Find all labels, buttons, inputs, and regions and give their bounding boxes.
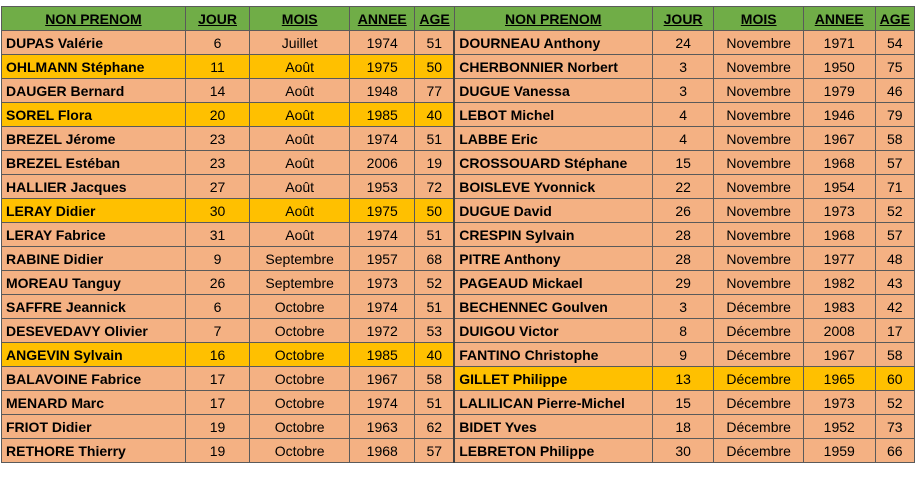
- birthday-table: [1, 6, 915, 463]
- cell-annee-left[interactable]: 2006: [350, 151, 415, 175]
- cell-jour-left[interactable]: 17: [185, 367, 249, 391]
- cell-jour-left[interactable]: 7: [185, 319, 249, 343]
- cell-name-left[interactable]: DESEVEDAVY Olivier: [2, 319, 186, 343]
- cell-mois-left[interactable]: Août: [250, 175, 350, 199]
- cell-annee-right[interactable]: 1973: [803, 391, 875, 415]
- cell-annee-left[interactable]: 1985: [350, 103, 415, 127]
- cell-mois-left[interactable]: Août: [250, 55, 350, 79]
- header-age-left[interactable]: AGE: [415, 7, 454, 31]
- table-body: [2, 31, 915, 463]
- cell-annee-right[interactable]: 1977: [803, 247, 875, 271]
- header-row: [2, 7, 915, 31]
- cell-jour-left[interactable]: 27: [185, 175, 249, 199]
- cell-age-left[interactable]: 51: [415, 391, 454, 415]
- cell-name-left[interactable]: DAUGER Bernard: [2, 79, 186, 103]
- cell-jour-left[interactable]: 26: [185, 271, 249, 295]
- table-row: [2, 295, 915, 319]
- cell-name-right[interactable]: CHERBONNIER Norbert: [454, 55, 652, 79]
- cell-mois-right[interactable]: Novembre: [714, 55, 803, 79]
- cell-age-left[interactable]: 40: [415, 343, 454, 367]
- cell-name-right[interactable]: CROSSOUARD Stéphane: [454, 151, 652, 175]
- cell-annee-left[interactable]: 1975: [350, 55, 415, 79]
- table-row: [2, 391, 915, 415]
- cell-annee-left[interactable]: 1953: [350, 175, 415, 199]
- cell-name-right[interactable]: LALILICAN Pierre-Michel: [454, 391, 652, 415]
- cell-jour-right[interactable]: 4: [652, 127, 714, 151]
- cell-annee-left[interactable]: 1968: [350, 439, 415, 463]
- cell-jour-left[interactable]: 30: [185, 199, 249, 223]
- table-row: [2, 319, 915, 343]
- cell-annee-right[interactable]: 1979: [803, 79, 875, 103]
- table-row: [2, 127, 915, 151]
- cell-name-left[interactable]: LERAY Didier: [2, 199, 186, 223]
- cell-annee-left[interactable]: 1985: [350, 343, 415, 367]
- cell-age-right[interactable]: 54: [875, 31, 914, 55]
- table-row: [2, 55, 915, 79]
- cell-mois-left[interactable]: Août: [250, 103, 350, 127]
- cell-annee-left[interactable]: 1974: [350, 127, 415, 151]
- header-name-right[interactable]: NON PRENOM: [454, 7, 652, 31]
- cell-name-right[interactable]: CRESPIN Sylvain: [454, 223, 652, 247]
- cell-annee-left[interactable]: 1974: [350, 223, 415, 247]
- header-annee-right[interactable]: ANNEE: [803, 7, 875, 31]
- cell-annee-right[interactable]: 1959: [803, 439, 875, 463]
- cell-annee-right[interactable]: 2008: [803, 319, 875, 343]
- cell-jour-left[interactable]: 17: [185, 391, 249, 415]
- cell-age-left[interactable]: 58: [415, 367, 454, 391]
- table-row: [2, 175, 915, 199]
- cell-annee-right[interactable]: 1982: [803, 271, 875, 295]
- cell-jour-right[interactable]: 28: [652, 223, 714, 247]
- cell-age-left[interactable]: 51: [415, 223, 454, 247]
- cell-age-left[interactable]: 57: [415, 439, 454, 463]
- cell-age-right[interactable]: 58: [875, 127, 914, 151]
- table-row: [2, 271, 915, 295]
- cell-annee-right[interactable]: 1954: [803, 175, 875, 199]
- cell-mois-left[interactable]: Août: [250, 127, 350, 151]
- cell-age-left[interactable]: 72: [415, 175, 454, 199]
- cell-jour-right[interactable]: 13: [652, 367, 714, 391]
- cell-name-right[interactable]: BECHENNEC Goulven: [454, 295, 652, 319]
- cell-annee-left[interactable]: 1972: [350, 319, 415, 343]
- table-row: [2, 439, 915, 463]
- cell-mois-right[interactable]: Décembre: [714, 319, 803, 343]
- cell-name-left[interactable]: HALLIER Jacques: [2, 175, 186, 199]
- header-jour-left[interactable]: JOUR: [185, 7, 249, 31]
- cell-name-right[interactable]: PAGEAUD Mickael: [454, 271, 652, 295]
- cell-jour-right[interactable]: 9: [652, 343, 714, 367]
- table-row: [2, 31, 915, 55]
- cell-jour-left[interactable]: 9: [185, 247, 249, 271]
- cell-age-left[interactable]: 62: [415, 415, 454, 439]
- cell-mois-right[interactable]: Novembre: [714, 151, 803, 175]
- table-row: [2, 199, 915, 223]
- cell-mois-right[interactable]: Décembre: [714, 439, 803, 463]
- table-row: [2, 415, 915, 439]
- cell-name-right[interactable]: FANTINO Christophe: [454, 343, 652, 367]
- cell-jour-right[interactable]: 4: [652, 103, 714, 127]
- cell-mois-right[interactable]: Novembre: [714, 103, 803, 127]
- table-row: [2, 367, 915, 391]
- cell-name-right[interactable]: LEBOT Michel: [454, 103, 652, 127]
- cell-jour-right[interactable]: 15: [652, 151, 714, 175]
- cell-age-left[interactable]: 51: [415, 295, 454, 319]
- cell-name-right[interactable]: DOURNEAU Anthony: [454, 31, 652, 55]
- cell-age-right[interactable]: 17: [875, 319, 914, 343]
- cell-annee-left[interactable]: 1948: [350, 79, 415, 103]
- cell-name-left[interactable]: ANGEVIN Sylvain: [2, 343, 186, 367]
- cell-name-right[interactable]: DUGUE David: [454, 199, 652, 223]
- cell-name-left[interactable]: MOREAU Tanguy: [2, 271, 186, 295]
- cell-age-right[interactable]: 43: [875, 271, 914, 295]
- cell-mois-right[interactable]: Novembre: [714, 223, 803, 247]
- cell-jour-right[interactable]: 22: [652, 175, 714, 199]
- cell-name-left[interactable]: MENARD Marc: [2, 391, 186, 415]
- cell-name-left[interactable]: OHLMANN Stéphane: [2, 55, 186, 79]
- cell-annee-left[interactable]: 1967: [350, 367, 415, 391]
- cell-annee-right[interactable]: 1952: [803, 415, 875, 439]
- cell-mois-left[interactable]: Octobre: [250, 367, 350, 391]
- cell-jour-left[interactable]: 6: [185, 31, 249, 55]
- cell-annee-right[interactable]: 1983: [803, 295, 875, 319]
- cell-age-right[interactable]: 58: [875, 343, 914, 367]
- cell-name-left[interactable]: FRIOT Didier: [2, 415, 186, 439]
- cell-age-right[interactable]: 42: [875, 295, 914, 319]
- cell-age-right[interactable]: 57: [875, 151, 914, 175]
- cell-jour-left[interactable]: 23: [185, 151, 249, 175]
- table-row: [2, 343, 915, 367]
- cell-jour-left[interactable]: 31: [185, 223, 249, 247]
- cell-age-right[interactable]: 75: [875, 55, 914, 79]
- cell-name-left[interactable]: RABINE Didier: [2, 247, 186, 271]
- cell-jour-right[interactable]: 3: [652, 79, 714, 103]
- cell-jour-left[interactable]: 19: [185, 439, 249, 463]
- cell-age-left[interactable]: 51: [415, 127, 454, 151]
- cell-jour-right[interactable]: 3: [652, 55, 714, 79]
- cell-annee-left[interactable]: 1963: [350, 415, 415, 439]
- cell-annee-left[interactable]: 1974: [350, 391, 415, 415]
- cell-mois-left[interactable]: Septembre: [250, 271, 350, 295]
- cell-mois-left[interactable]: Août: [250, 151, 350, 175]
- cell-jour-right[interactable]: 26: [652, 199, 714, 223]
- header-age-right[interactable]: AGE: [875, 7, 914, 31]
- header-annee-left[interactable]: ANNEE: [350, 7, 415, 31]
- cell-annee-right[interactable]: 1967: [803, 127, 875, 151]
- header-mois-right[interactable]: MOIS: [714, 7, 803, 31]
- cell-jour-left[interactable]: 6: [185, 295, 249, 319]
- cell-jour-left[interactable]: 14: [185, 79, 249, 103]
- cell-name-right[interactable]: LABBE Eric: [454, 127, 652, 151]
- cell-age-right[interactable]: 66: [875, 439, 914, 463]
- cell-mois-right[interactable]: Décembre: [714, 367, 803, 391]
- cell-name-right[interactable]: BOISLEVE Yvonnick: [454, 175, 652, 199]
- cell-age-left[interactable]: 50: [415, 55, 454, 79]
- cell-annee-right[interactable]: 1946: [803, 103, 875, 127]
- cell-mois-left[interactable]: Août: [250, 223, 350, 247]
- cell-mois-right[interactable]: Novembre: [714, 175, 803, 199]
- cell-mois-left[interactable]: Août: [250, 79, 350, 103]
- cell-age-right[interactable]: 57: [875, 223, 914, 247]
- table-row: [2, 79, 915, 103]
- cell-mois-right[interactable]: Novembre: [714, 271, 803, 295]
- cell-mois-left[interactable]: Octobre: [250, 319, 350, 343]
- cell-name-right[interactable]: BIDET Yves: [454, 415, 652, 439]
- cell-name-right[interactable]: LEBRETON Philippe: [454, 439, 652, 463]
- cell-age-right[interactable]: 71: [875, 175, 914, 199]
- cell-jour-left[interactable]: 11: [185, 55, 249, 79]
- header-mois-left[interactable]: MOIS: [250, 7, 350, 31]
- cell-mois-left[interactable]: Octobre: [250, 391, 350, 415]
- cell-age-right[interactable]: 52: [875, 199, 914, 223]
- cell-age-right[interactable]: 73: [875, 415, 914, 439]
- cell-age-right[interactable]: 79: [875, 103, 914, 127]
- cell-mois-right[interactable]: Novembre: [714, 199, 803, 223]
- cell-jour-right[interactable]: 15: [652, 391, 714, 415]
- cell-annee-left[interactable]: 1973: [350, 271, 415, 295]
- cell-mois-right[interactable]: Novembre: [714, 247, 803, 271]
- cell-annee-right[interactable]: 1971: [803, 31, 875, 55]
- cell-jour-right[interactable]: 24: [652, 31, 714, 55]
- cell-mois-right[interactable]: Décembre: [714, 343, 803, 367]
- table-row: [2, 223, 915, 247]
- cell-mois-right[interactable]: Décembre: [714, 415, 803, 439]
- cell-annee-right[interactable]: 1967: [803, 343, 875, 367]
- cell-mois-left[interactable]: Octobre: [250, 415, 350, 439]
- cell-name-left[interactable]: RETHORE Thierry: [2, 439, 186, 463]
- cell-age-left[interactable]: 52: [415, 271, 454, 295]
- cell-jour-right[interactable]: 30: [652, 439, 714, 463]
- cell-jour-right[interactable]: 28: [652, 247, 714, 271]
- cell-annee-right[interactable]: 1968: [803, 151, 875, 175]
- cell-age-left[interactable]: 51: [415, 31, 454, 55]
- cell-jour-left[interactable]: 20: [185, 103, 249, 127]
- cell-age-left[interactable]: 40: [415, 103, 454, 127]
- cell-annee-right[interactable]: 1968: [803, 223, 875, 247]
- cell-mois-left[interactable]: Octobre: [250, 439, 350, 463]
- cell-annee-right[interactable]: 1950: [803, 55, 875, 79]
- table-row: [2, 151, 915, 175]
- cell-name-left[interactable]: BREZEL Jérome: [2, 127, 186, 151]
- cell-annee-right[interactable]: 1965: [803, 367, 875, 391]
- cell-age-left[interactable]: 68: [415, 247, 454, 271]
- cell-age-right[interactable]: 46: [875, 79, 914, 103]
- cell-jour-left[interactable]: 23: [185, 127, 249, 151]
- cell-annee-left[interactable]: 1974: [350, 295, 415, 319]
- cell-name-left[interactable]: SOREL Flora: [2, 103, 186, 127]
- cell-annee-left[interactable]: 1957: [350, 247, 415, 271]
- cell-annee-left[interactable]: 1975: [350, 199, 415, 223]
- cell-mois-left[interactable]: Août: [250, 199, 350, 223]
- cell-name-right[interactable]: GILLET Philippe: [454, 367, 652, 391]
- cell-mois-right[interactable]: Novembre: [714, 79, 803, 103]
- cell-name-left[interactable]: DUPAS Valérie: [2, 31, 186, 55]
- cell-mois-right[interactable]: Novembre: [714, 31, 803, 55]
- cell-jour-right[interactable]: 29: [652, 271, 714, 295]
- cell-jour-left[interactable]: 19: [185, 415, 249, 439]
- cell-mois-right[interactable]: Novembre: [714, 127, 803, 151]
- cell-age-left[interactable]: 19: [415, 151, 454, 175]
- cell-name-right[interactable]: PITRE Anthony: [454, 247, 652, 271]
- cell-age-left[interactable]: 50: [415, 199, 454, 223]
- cell-jour-right[interactable]: 3: [652, 295, 714, 319]
- cell-mois-left[interactable]: Octobre: [250, 295, 350, 319]
- cell-jour-right[interactable]: 8: [652, 319, 714, 343]
- cell-age-right[interactable]: 52: [875, 391, 914, 415]
- cell-mois-left[interactable]: Juillet: [250, 31, 350, 55]
- cell-annee-left[interactable]: 1974: [350, 31, 415, 55]
- cell-annee-right[interactable]: 1973: [803, 199, 875, 223]
- cell-name-right[interactable]: DUGUE Vanessa: [454, 79, 652, 103]
- table-row: [2, 103, 915, 127]
- cell-mois-left[interactable]: Octobre: [250, 343, 350, 367]
- cell-name-left[interactable]: BALAVOINE Fabrice: [2, 367, 186, 391]
- cell-name-right[interactable]: DUIGOU Victor: [454, 319, 652, 343]
- cell-name-left[interactable]: SAFFRE Jeannick: [2, 295, 186, 319]
- cell-name-left[interactable]: BREZEL Estéban: [2, 151, 186, 175]
- cell-age-right[interactable]: 60: [875, 367, 914, 391]
- cell-mois-right[interactable]: Décembre: [714, 391, 803, 415]
- cell-jour-right[interactable]: 18: [652, 415, 714, 439]
- cell-mois-left[interactable]: Septembre: [250, 247, 350, 271]
- cell-age-right[interactable]: 48: [875, 247, 914, 271]
- cell-age-left[interactable]: 77: [415, 79, 454, 103]
- cell-name-left[interactable]: LERAY Fabrice: [2, 223, 186, 247]
- cell-mois-right[interactable]: Décembre: [714, 295, 803, 319]
- cell-jour-left[interactable]: 16: [185, 343, 249, 367]
- header-jour-right[interactable]: JOUR: [652, 7, 714, 31]
- header-name-left[interactable]: NON PRENOM: [2, 7, 186, 31]
- cell-age-left[interactable]: 53: [415, 319, 454, 343]
- table-row: [2, 247, 915, 271]
